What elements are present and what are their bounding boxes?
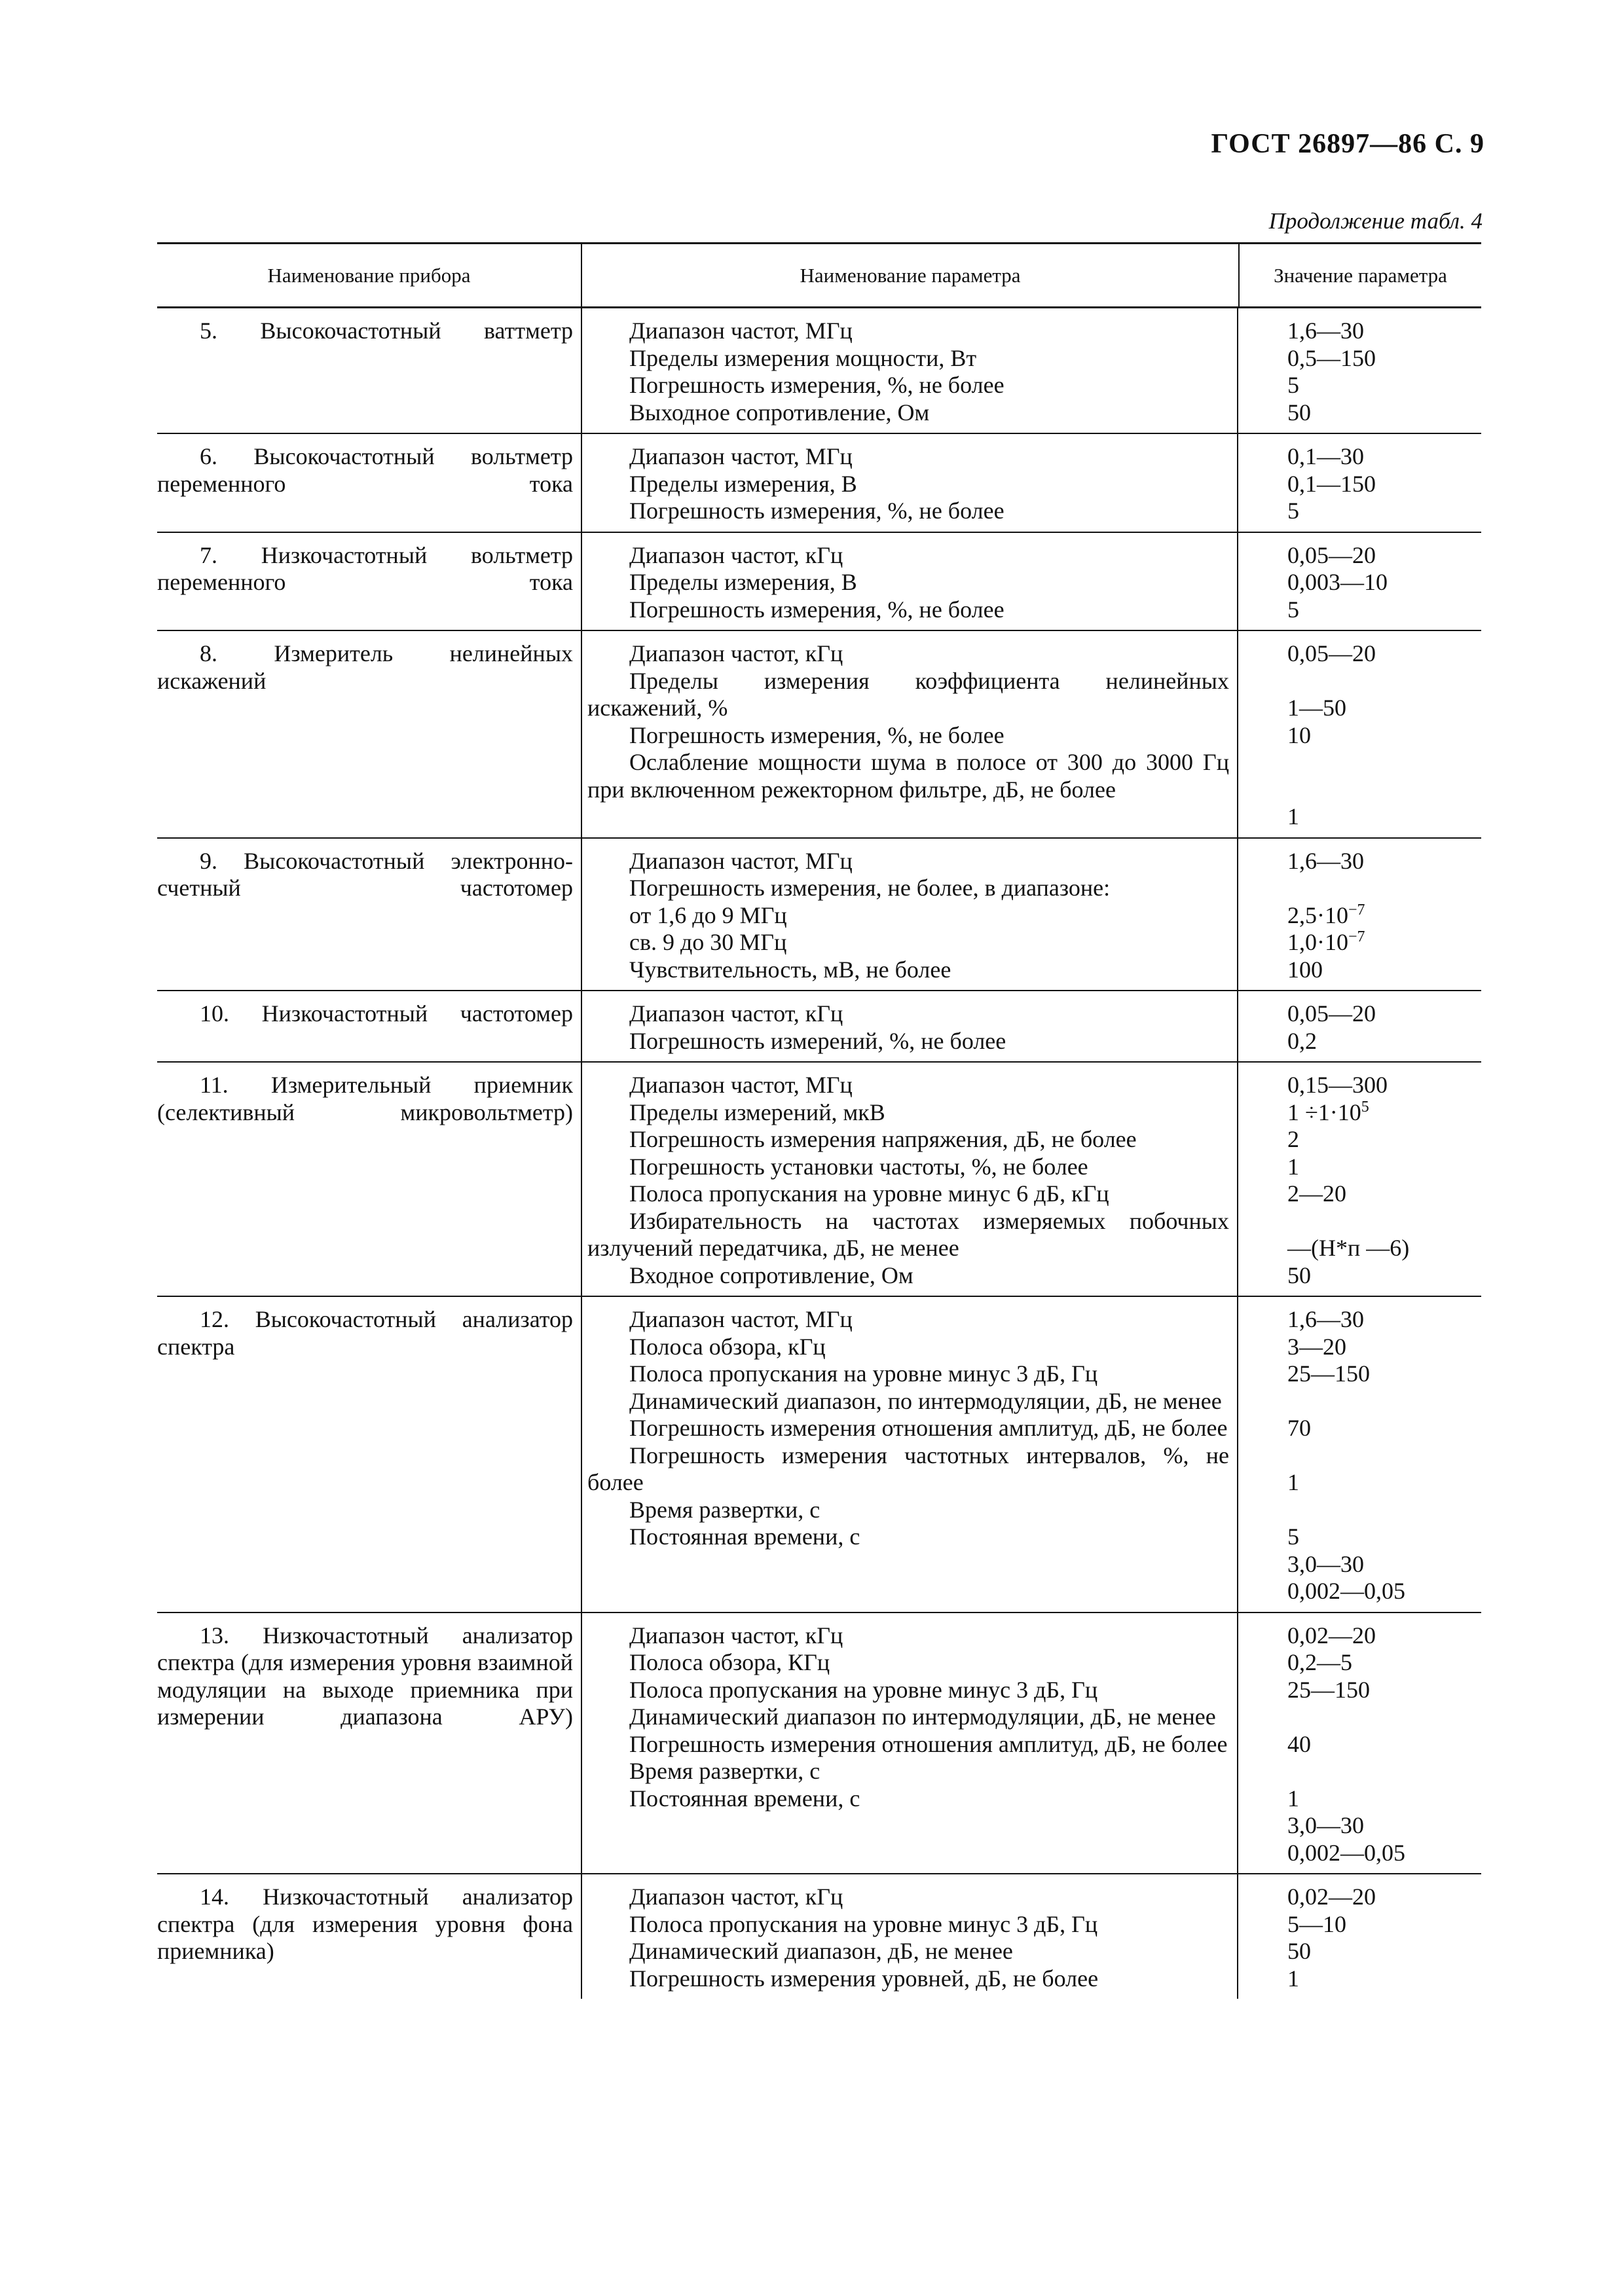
parameter-value: 3,0—30 [1287, 1812, 1364, 1838]
value-list [1237, 839, 1481, 991]
column-header-value: Значение параметра [1238, 244, 1481, 306]
parameter-value: —(Н*п —6) [1287, 1235, 1410, 1261]
device-name: 5. Высокочастотный ваттметр [200, 318, 573, 344]
parameter-name: Динамический диапазон по интермодуляции, дБ, не менее [629, 1704, 1216, 1730]
parameter-name: Погрешность измерения, %, не более [629, 372, 1005, 398]
table-row [157, 1874, 1481, 1999]
parameter-name: Выходное сопротивление, Ом [629, 399, 930, 426]
value-list [1237, 631, 1481, 837]
parameter-value: 5—10 [1287, 1910, 1346, 1937]
device-name: 6. Высокочастотный вольтметр переменного тока [157, 443, 573, 497]
value-exponent: 5 [1361, 1098, 1369, 1116]
table-row [157, 533, 1481, 632]
parameter-name: Полоса пропускания на уровне минус 3 дБ, Гц [629, 1360, 1098, 1387]
parameter-name: Полоса обзора, КГц [629, 1649, 830, 1675]
parameter-list [581, 1063, 1237, 1296]
parameter-name: Диапазон частот, МГц [629, 1306, 853, 1332]
parameter-name: Погрешность измерения, %, не более [629, 721, 1005, 748]
parameter-value: 5 [1287, 498, 1299, 524]
parameter-list [581, 1297, 1237, 1612]
parameter-name: св. 9 до 30 МГц [629, 929, 787, 955]
table [157, 242, 1481, 1999]
parameter-name: Входное сопротивление, Ом [629, 1262, 913, 1288]
parameter-name: Диапазон частот, кГц [629, 1884, 843, 1910]
parameter-value: 2—20 [1287, 1180, 1346, 1207]
value-list [1237, 308, 1481, 433]
parameter-list [581, 631, 1237, 837]
table-row [157, 1297, 1481, 1613]
value-list [1237, 1297, 1481, 1612]
parameter-value: 0,02—20 [1287, 1622, 1376, 1649]
parameter-value [1287, 776, 1481, 804]
parameter-name: Диапазон частот, МГц [629, 318, 853, 344]
parameter-value: 0,002—0,05 [1287, 1839, 1405, 1866]
parameter-value: 70 [1287, 1415, 1311, 1441]
parameter-name: Диапазон частот, МГц [629, 847, 853, 874]
parameter-list [581, 434, 1237, 532]
parameter-value: 5 [1287, 1523, 1299, 1550]
parameter-value: 1,6—30 [1287, 1306, 1364, 1332]
parameter-name: Диапазон частот, МГц [629, 1072, 853, 1098]
parameter-name: Постоянная времени, с [629, 1523, 860, 1550]
parameter-name: Пределы измерения коэффициента нелинейных искажений, % [587, 667, 1229, 721]
parameter-value: 0,2—5 [1287, 1649, 1352, 1675]
parameter-name: Погрешность измерения, %, не более [629, 596, 1005, 623]
device-name: 11. Измерительный приемник (селективный микровольтметр) [157, 1072, 573, 1125]
table-row [157, 434, 1481, 533]
table-row [157, 631, 1481, 839]
device-name: 13. Низкочастотный анализатор спектра (для измерения уровня взаимной модуляции на выходе приемника при измерении диапазона АРУ) [157, 1622, 573, 1730]
parameter-name: Полоса пропускания на уровне минус 3 дБ, Гц [629, 1910, 1098, 1937]
table-row [157, 1063, 1481, 1297]
device-name: 9. Высокочастотный электронно-счетный частотомер [157, 847, 573, 901]
value-list [1237, 991, 1481, 1061]
parameter-value [1287, 668, 1481, 695]
table-header [157, 242, 1481, 308]
parameter-name: Диапазон частот, кГц [629, 1000, 843, 1027]
parameter-value: 100 [1287, 956, 1323, 983]
parameter-value: 3—20 [1287, 1333, 1346, 1360]
parameter-name: Динамический диапазон, по интермодуляции, дБ, не менее [629, 1387, 1222, 1414]
parameter-value [1287, 749, 1481, 776]
parameter-value [1287, 1442, 1481, 1470]
table-row [157, 1613, 1481, 1875]
parameter-name: Погрешность измерения напряжения, дБ, не более [629, 1126, 1137, 1152]
parameter-value: 0,15—300 [1287, 1072, 1388, 1098]
device-name: 12. Высокочастотный анализатор спектра [157, 1306, 573, 1360]
parameter-value: 0,05—20 [1287, 541, 1376, 568]
value-list [1237, 434, 1481, 532]
parameter-name: Диапазон частот, кГц [629, 1622, 843, 1649]
parameter-name: Пределы измерения мощности, Вт [629, 344, 977, 371]
parameter-name: Полоса пропускания на уровне минус 3 дБ, Гц [629, 1676, 1098, 1703]
parameter-name: Пределы измерения, В [629, 569, 857, 595]
parameter-value: 5 [1287, 596, 1299, 623]
parameter-name: Погрешность измерения частотных интервалов, %, не более [587, 1442, 1229, 1495]
table-row [157, 839, 1481, 992]
parameter-name: Погрешность установки частоты, %, не более [629, 1153, 1088, 1180]
parameter-value: 1 [1287, 1469, 1299, 1495]
parameter-name: Избирательность на частотах измеряемых побочных излучений передатчика, дБ, не менее [587, 1207, 1229, 1261]
parameter-value: 1 [1287, 1153, 1299, 1180]
parameter-list [581, 1874, 1237, 1999]
value-list [1237, 1063, 1481, 1296]
parameter-name: Погрешность измерений, %, не более [629, 1027, 1006, 1054]
parameter-value [1287, 1704, 1481, 1731]
value-exponent: −7 [1348, 928, 1365, 945]
value-list [1237, 533, 1481, 630]
parameter-name: Постоянная времени, с [629, 1785, 860, 1812]
parameter-value: 50 [1287, 399, 1311, 426]
parameter-value: 0,1—150 [1287, 470, 1376, 497]
parameter-name: Динамический диапазон, дБ, не менее [629, 1938, 1013, 1964]
parameter-value: 0,1—30 [1287, 443, 1364, 469]
parameter-value: 1 [1287, 803, 1299, 829]
parameter-value [1287, 1497, 1481, 1524]
parameter-name: Погрешность измерения, не более, в диапазоне: [629, 875, 1111, 901]
parameter-value [1287, 875, 1481, 902]
parameter-value [1287, 1388, 1481, 1415]
parameter-list [581, 839, 1237, 991]
parameter-name: Время развертки, с [629, 1758, 820, 1784]
table-row [157, 308, 1481, 434]
value-exponent: −7 [1348, 901, 1365, 919]
parameter-value: 50 [1287, 1262, 1311, 1288]
parameter-name: Ослабление мощности шума в полосе от 300 до 3000 Гц при включенном режекторном фильтре, дБ, не более [587, 749, 1229, 803]
parameter-list [581, 308, 1237, 433]
parameter-value: 1 [1287, 1785, 1299, 1812]
parameter-name: Погрешность измерения, %, не более [629, 498, 1005, 524]
parameter-name: Погрешность измерения отношения амплитуд, дБ, не более [629, 1730, 1228, 1757]
parameter-value: 1,6—30 [1287, 318, 1364, 344]
parameter-value: 3,0—30 [1287, 1550, 1364, 1577]
device-name: 7. Низкочастотный вольтметр переменного тока [157, 541, 573, 595]
parameter-value: 25—150 [1287, 1676, 1370, 1703]
parameter-name: Пределы измерений, мкВ [629, 1099, 885, 1125]
parameter-value: 1 [1287, 1965, 1299, 1992]
parameter-value: 0,05—20 [1287, 640, 1376, 666]
value-list [1237, 1613, 1481, 1874]
parameter-name: Погрешность измерения отношения амплитуд, дБ, не более [629, 1415, 1228, 1441]
parameter-value [1287, 1208, 1481, 1235]
parameter-value: 1,6—30 [1287, 847, 1364, 874]
parameter-value: 40 [1287, 1730, 1311, 1757]
parameter-value: 0,5—150 [1287, 344, 1376, 371]
parameter-value: 25—150 [1287, 1360, 1370, 1387]
parameter-name: Диапазон частот, МГц [629, 443, 853, 469]
parameter-value: 50 [1287, 1938, 1311, 1964]
parameter-value: 10 [1287, 721, 1311, 748]
parameter-list [581, 991, 1237, 1061]
device-name: 8. Измеритель нелинейных искажений [157, 640, 573, 694]
parameter-name: Погрешность измерения уровней, дБ, не более [629, 1965, 1099, 1992]
parameter-name: Диапазон частот, кГц [629, 640, 843, 666]
column-header-parameter: Наименование параметра [581, 244, 1238, 306]
parameter-name: Чувствительность, мВ, не более [629, 956, 951, 983]
value-list [1237, 1874, 1481, 1999]
table-body [157, 308, 1481, 1999]
parameter-value: 0,02—20 [1287, 1884, 1376, 1910]
parameter-value: $1 \div 1\cdot 10^5$ [1287, 1098, 1369, 1125]
page-header: ГОСТ 26897—86 С. 9 [1211, 129, 1484, 159]
parameter-value: 0,2 [1287, 1027, 1317, 1054]
parameter-name: Диапазон частот, кГц [629, 541, 843, 568]
device-name: 10. Низкочастотный частотомер [200, 1000, 573, 1027]
parameter-value: $2,5\cdot 10^{-7}$ [1287, 901, 1365, 928]
parameter-name: Время развертки, с [629, 1496, 820, 1523]
parameter-name: Полоса пропускания на уровне минус 6 дБ, кГц [629, 1180, 1109, 1207]
table-caption: Продолжение табл. 4 [1268, 208, 1483, 234]
column-header-device: Наименование прибора [267, 263, 471, 287]
parameter-value [1287, 1758, 1481, 1785]
parameter-name: от 1,6 до 9 МГц [629, 902, 787, 928]
device-name: 14. Низкочастотный анализатор спектра (для измерения уровня фона приемника) [157, 1884, 573, 1964]
parameter-value: 0,002—0,05 [1287, 1578, 1405, 1604]
parameter-value: 0,003—10 [1287, 569, 1388, 595]
parameter-name: Полоса обзора, кГц [629, 1333, 826, 1360]
parameter-value: 5 [1287, 372, 1299, 398]
parameter-value: 2 [1287, 1126, 1299, 1152]
parameter-value: 1—50 [1287, 695, 1346, 721]
table-row [157, 991, 1481, 1063]
parameter-value: $1,0\cdot 10^{-7}$ [1287, 928, 1365, 955]
parameter-value: 0,05—20 [1287, 1000, 1376, 1027]
parameter-list [581, 533, 1237, 630]
parameter-list [581, 1613, 1237, 1874]
parameter-name: Пределы измерения, В [629, 470, 857, 497]
